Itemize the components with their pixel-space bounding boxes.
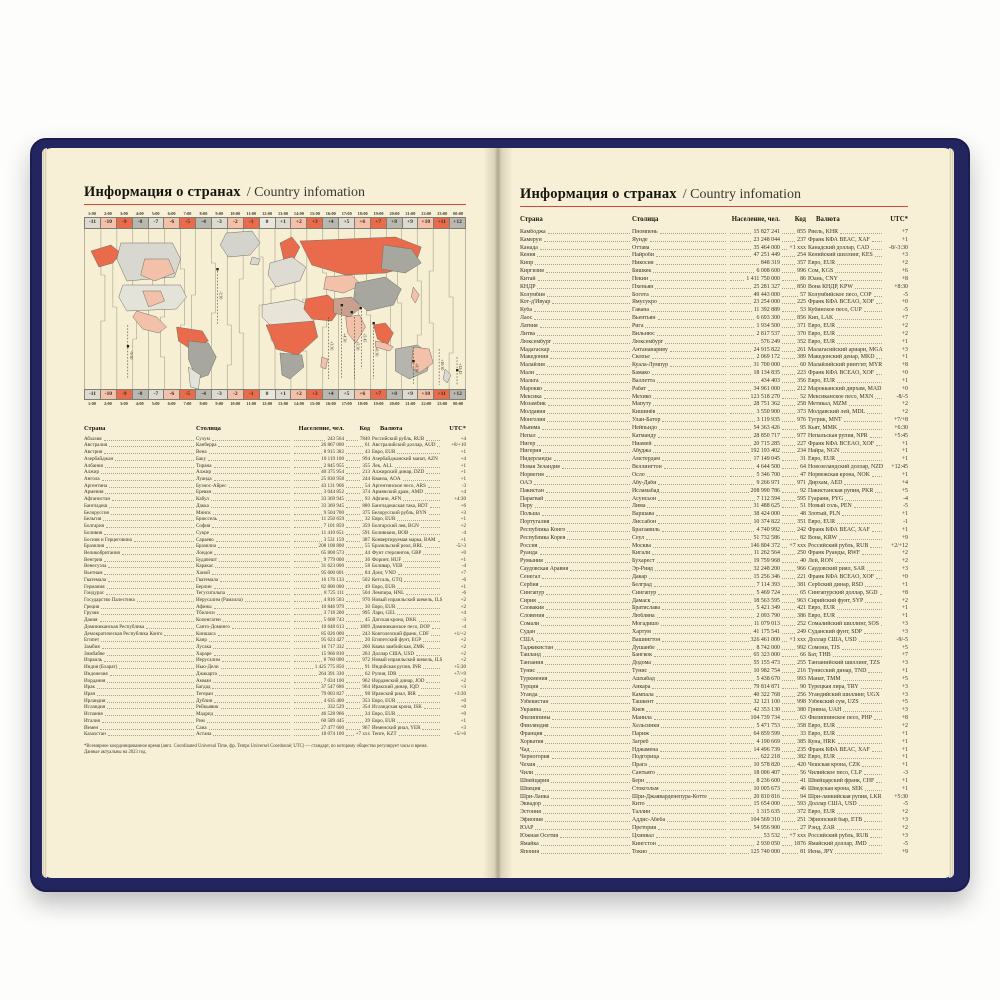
countries-table-left (84, 435, 466, 737)
table-row: Парагвай Асунсьон 7 112 594 595 Гуарани, PYG -4 (520, 495, 908, 502)
svg-text:+6:30: +6:30 (374, 346, 380, 356)
time-label: 17:00 (341, 211, 352, 216)
time-label: 10:00 (230, 211, 241, 216)
table-row: Аргентина Буэнос-Айрес 43 131 966 54 Аргентинское песо, ARS -3 (84, 482, 466, 489)
title-russian-right: Информация о странах (520, 186, 677, 202)
table-row: Камбоджа Пномпень 15 827 241 855 Риель, KHR +7 (520, 228, 908, 235)
left-page (42, 148, 498, 878)
time-label: 18:00 (357, 401, 368, 406)
time-label: 6:00 (167, 401, 176, 406)
times-row-bottom (84, 400, 466, 407)
table-row: Испания Мадрид 46 528 966 34 Евро, EUR +0 (84, 711, 466, 718)
utc-offset-cell: +10 (417, 218, 433, 228)
table-row: Кот-д'Ивуар Ямусукро 23 254 000 225 Франк КФА BCEAO, XOF +0 (520, 299, 908, 306)
table-row: Филиппины Манила 104 739 734 63 Филиппинское песо, PHP +8 (520, 715, 908, 722)
table-row: Австрия Вена 8 915 382 43 Евро, EUR +1 (84, 449, 466, 456)
utc-offset-cell: +9 (402, 218, 418, 228)
table-row: Исландия Рейкьявик 332 529 354 Исландская крона, ISK +0 (84, 704, 466, 711)
table-row: Россия Москва 146 804 372 +7 ххх Российский рубль, RUB +2/+12 (520, 542, 908, 549)
world-timezone-map (84, 229, 466, 389)
table-row: Новая Зеландия Веллингтон 4 644 500 64 Новозеландский доллар, NZD +12:45 (520, 464, 908, 471)
table-row: Азербайджан Баку 10 119 100 994 Азербайджанский манат, AZN +4 (84, 455, 466, 462)
title-english: / Country infomation (246, 185, 365, 200)
header-code: Код (794, 216, 806, 223)
table-row: Доминиканская Республика Санто-Доминго 10 648 613 1809 Доминиканское песо, DOP -4 (84, 623, 466, 630)
table-row: Нигерия Абуджа 192 193 402 234 Найра, NGN +1 (520, 448, 908, 455)
table-row: Япония Токио 125 740 000 81 Иена, JPY +9 (520, 848, 908, 855)
utc-offset-cell: 0 (259, 390, 275, 400)
table-row: Германия Берлин 82 800 000 49 Евро, EUR +1 (84, 583, 466, 590)
header-country: Страна (84, 425, 106, 432)
time-label: 14:00 (293, 401, 304, 406)
time-label: 6:00 (167, 211, 176, 216)
time-label: 4:00 (135, 211, 144, 216)
table-row: Южная Осетия Цхинвал 53 532 +7 ххх Российский рубль, RUB +3 (520, 832, 908, 839)
table-row: Болгария София 7 101 859 359 Болгарский лев, BGN +2 (84, 523, 466, 530)
time-label: 7:00 (183, 401, 192, 406)
utc-offset-cell: -4 (195, 218, 211, 228)
utc-offset-cell: +3 (306, 218, 322, 228)
time-label: 22:00 (421, 211, 432, 216)
svg-text:+4:30: +4:30 (342, 332, 348, 342)
table-row: Зимбабве Хараре 15 966 810 263 Доллар США, USD +2 (84, 650, 466, 657)
table-row: Узбекистан Ташкент 32 121 100 998 Узбекский сум, UZS +5 (520, 699, 908, 706)
time-label: 17:00 (341, 401, 352, 406)
table-row: Чад Нджамена 14 496 739 235 Франк КФА BEAC, XAF +1 (520, 746, 908, 753)
table-row: Мадагаскар Антананариву 24 915 822 261 Малагасийский ариари, MGA +3 (520, 346, 908, 353)
table-row: Эфиопия Аддис-Абеба 104 569 310 251 Эфиопский быр, ETB +3 (520, 817, 908, 824)
svg-text:+12:45: +12:45 (458, 362, 464, 374)
time-label: 5:00 (151, 211, 160, 216)
table-row: Казахстан Астана 18 074 100 +7 ххх Тенге, KZT +5/+6 (84, 731, 466, 738)
table-row: Черногория Подгорица 622 218 382 Евро, EUR +1 (520, 754, 908, 761)
map-graphic (85, 229, 465, 389)
table-row: ЮАР Претория 54 956 900 27 Рэнд, ZAR +2 (520, 824, 908, 831)
time-label: 1:00 (88, 211, 96, 216)
table-row: Белоруссия Минск 9 504 700 375 Белорусский рубль, BYN +3 (84, 509, 466, 516)
table-row: Румыния Бухарест 19 759 968 40 Лей, RON +2 (520, 558, 908, 565)
table-row: Чили Сантьяго 18 006 407 56 Чилийское песо, CLP -3 (520, 770, 908, 777)
time-label: 19:00 (373, 211, 384, 216)
utc-offset-cell: +2 (290, 218, 306, 228)
table-row: Эстония Таллин 1 315 635 372 Евро, EUR +2 (520, 809, 908, 816)
utc-offset-cell: 0 (259, 218, 275, 228)
utc-offset-cell: +12 (449, 390, 465, 400)
time-label: 5:00 (151, 401, 160, 406)
table-row: Великобритания Лондон 65 808 573 44 Фунт стерлингов, GBP +0 (84, 549, 466, 556)
table-row: Швейцария Берн 8 236 600 41 Швейцарский франк, CHF +1 (520, 777, 908, 784)
table-row: Ямайка Кингстон 2 930 050 1876 Ямайский доллар, JMD -5 (520, 840, 908, 847)
footnote-line1: *Всемирное координированное время (англ. Coordinated Universal Time, фр. Temps Universel Coordonné; UTC) — стандарт, по которому общество регулирует часы и время. (84, 744, 428, 750)
table-row: Индия (Бхарат) Нью-Дели 1 425 775 850 91 Индийская рупия, INR +5:30 (84, 664, 466, 671)
utc-offset-cell: -6 (163, 390, 179, 400)
time-label: 11:00 (246, 211, 257, 216)
table-row: Туркмения Ашхабад 5 438 670 993 Манат, TMM +5 (520, 675, 908, 682)
time-label: 9:00 (215, 401, 224, 406)
table-row: Словакия Братислава 5 421 349 421 Евро, EUR +1 (520, 605, 908, 612)
time-label: 12:00 (262, 211, 273, 216)
table-row: Камерун Яунде 23 248 044 237 Франк КФА BEAC, XAF +1 (520, 236, 908, 243)
open-spread (42, 148, 954, 878)
table-row: Эквадор Кито 15 654 000 593 Доллар США, USD -5 (520, 801, 908, 808)
table-row: Португалия Лиссабон 10 374 822 351 Евро, EUR -1 (520, 519, 908, 526)
table-row: Турция Анкара 79 814 871 90 Турецкая лира, TRY +3 (520, 683, 908, 690)
table-row: Уганда Кампала 40 322 768 256 Угандийский шиллинг, UGX +3 (520, 691, 908, 698)
utc-offset-cell: -10 (100, 390, 116, 400)
utc-offset-cell: +4 (322, 390, 338, 400)
table-row: Бангладеш Дакка 33 369 945 880 Бангладешская така, BDT +6 (84, 502, 466, 509)
svg-text:+10:30: +10:30 (440, 358, 446, 370)
table-row: Ангола Луанда 25 830 958 244 Кванза, AOA +1 (84, 476, 466, 483)
table-row: Марокко Рабат 34 961 000 212 Марокканский дирхам, MAD +0 (520, 385, 908, 392)
utc-offset-cell: +11 (433, 390, 449, 400)
table-row: Афганистан Кабул 33 369 945 93 Афгани, AFN +4:30 (84, 496, 466, 503)
svg-text:+9:30: +9:30 (414, 362, 420, 372)
table-row: Венгрия Будапешт 9 779 000 36 Форинт, HUF +1 (84, 556, 466, 563)
utc-offset-cell: +4 (322, 218, 338, 228)
header-utc: UTC* (449, 425, 466, 432)
time-label: 3:00 (119, 401, 128, 406)
table-row: Бельгия Брюссель 11 250 659 32 Евро, EUR +1 (84, 516, 466, 523)
table-row: Мексика Мехико 123 518 270 52 Мексиканское песо, MXN -8/-5 (520, 393, 908, 400)
table-row: Непал Катманду 28 850 717 977 Непальская рупия, NPR +5:45 (520, 432, 908, 439)
utc-offset-cell: +7 (370, 390, 386, 400)
countries-table-right (520, 227, 908, 855)
page-title-right (520, 186, 908, 207)
table-row: Грузия Тбилиси 3 718 200 995 Лари, GEL +4 (84, 610, 466, 617)
svg-text:+5:30: +5:30 (355, 340, 361, 350)
utc-offset-cell: -4 (195, 390, 211, 400)
table-row: Йемен Сана 27 477 600 967 Йеменский риал, YER +3 (84, 724, 466, 731)
table-row: Македония Скопье 2 069 172 389 Македонский денар, MKD +1 (520, 354, 908, 361)
table-row: Италия Рим 60 589 445 39 Евро, EUR +1 (84, 717, 466, 724)
table-row: Финляндия Хельсинки 5 471 753 358 Евро, EUR +2 (520, 723, 908, 729)
table-row: Алжир Алжир 40 375 954 213 Алжирский динар, DZD +1 (84, 469, 466, 476)
table-row: Саудовская Аравия Эр-Рияд 32 248 200 966 Саудовский риял, SAR +3 (520, 566, 908, 573)
utc-offset-cell: -2 (227, 390, 243, 400)
times-row-top (84, 210, 466, 217)
utc-offset-cell: +1 (275, 390, 291, 400)
table-row: Пакистан Исламабад 208 990 786 92 Пакистанская рупия, PKR +5 (520, 487, 908, 494)
time-label: 22:00 (421, 401, 432, 406)
table-row: Люксембург Люксембург 576 249 352 Евро, EUR +1 (520, 338, 908, 345)
table-row: Судан Хартум 41 175 541 249 Суданский фунт, SDP +3 (520, 628, 908, 635)
utc-offset-cell: +10 (417, 390, 433, 400)
table-row: Республика Конго Браззавиль 4 740 992 242 Франк КФА BEAC, XAF +1 (520, 526, 908, 533)
time-label: 9:00 (215, 211, 224, 216)
table-row: Дания Копенгаген 5 668 743 45 Датская крона, DKK -3 (84, 617, 466, 624)
time-label: 21:00 (405, 211, 416, 216)
table-row: Гватемала Гватемала 16 176 133 502 Кетсаль, GTQ -6 (84, 576, 466, 583)
table-row: Мали Бамако 18 134 835 223 Франк КФА BCEAO, XOF +0 (520, 370, 908, 377)
offsets-row-top (84, 217, 466, 229)
utc-offset-cell: -3 (211, 390, 227, 400)
table-row: Франция Париж 64 859 599 33 Евро, EUR +1 (520, 730, 908, 737)
table-row: Кения Найроби 47 251 449 254 Кенийский шиллинг, KES +3 (520, 252, 908, 259)
utc-offset-cell: +1 (275, 218, 291, 228)
table-row: Абхазия Сухум 243 564 7840 Российский рубль, RUB +4 (84, 435, 466, 442)
time-label: 23:00 (437, 401, 448, 406)
footnote (84, 744, 451, 756)
table-row: Боливия Сукре 11 410 651 591 Боливиано, BOB -4 (84, 529, 466, 536)
utc-offset-cell: -7 (148, 218, 164, 228)
time-label: 19:00 (373, 401, 384, 406)
utc-offset-cell: +5 (338, 218, 354, 228)
table-row: Сенегал Дакар 15 256 346 221 Франк КФА BCEAO, XOF +0 (520, 573, 908, 580)
utc-offset-cell: +6 (354, 390, 370, 400)
title-russian: Информация о странах (84, 184, 241, 200)
time-label: 14:00 (293, 211, 304, 216)
table-row: Чехия Прага 10 578 820 420 Чешская крона, CZK +1 (520, 762, 908, 769)
utc-offset-cell: -2 (227, 218, 243, 228)
table-row: Колумбия Богота 49 443 000 57 Колумбийское песо, COP -5 (520, 291, 908, 298)
table-row: Бразилия Бразилиа 208 108 800 55 Бразильский реал, BRL -5/-3 (84, 543, 466, 550)
table-row: Словения Любляна 2 093 790 386 Евро, EUR +1 (520, 613, 908, 620)
table-row: Швеция Стокгольм 10 005 673 46 Шведская крона, SEK +1 (520, 785, 908, 792)
time-label: 3:00 (119, 211, 128, 216)
utc-offset-cell: -5 (179, 390, 195, 400)
table-row: Сирия Дамаск 18 563 595 963 Сирийский фунт, SYP +2 (520, 597, 908, 604)
time-label: 8:00 (199, 401, 208, 406)
table-row: Ирландия Дублин 4 635 400 353 Евро, EUR +0 (84, 697, 466, 704)
time-label: 13:00 (278, 211, 289, 216)
table-header-left (84, 425, 466, 435)
time-label: 20:00 (389, 401, 400, 406)
table-row: Мозамбик Мапуту 28 751 362 258 Метикал, MZM +2 (520, 401, 908, 408)
time-label: 8:00 (199, 211, 208, 216)
table-row: КНДР Пхеньян 25 281 327 850 Вона КНДР, KPW +8:30 (520, 283, 908, 290)
table-row: Монголия Улан-Батор 3 119 935 976 Тугрик, MNT +7/+8 (520, 417, 908, 424)
table-row: Босния и Герцеговина Сараево 3 531 159 387 Конвертируемая марка, BAM +1 (84, 536, 466, 543)
table-row: Шри-Ланка Шри-Джаяварденепура-Котте 20 810 816 94 Шри-ланкийская рупия, LKR +5:30 (520, 793, 908, 800)
table-row: Сомали Могадишо 11 079 013 252 Сомалийский шиллинг, SOS +3 (520, 621, 908, 628)
utc-offset-cell: -11 (85, 390, 100, 400)
header-code: Код (359, 425, 370, 432)
table-row: Армения Ереван 3 044 852 374 Армянский драм, AMD +4 (84, 489, 466, 496)
utc-offset-cell: +3 (306, 390, 322, 400)
header-utc: UTC* (890, 216, 908, 223)
table-row: Таиланд Бангкок 65 323 000 66 Бат, THB +7 (520, 652, 908, 659)
time-label: 11:00 (246, 401, 257, 406)
table-header-right (520, 216, 908, 227)
header-capital: Столица (632, 216, 659, 223)
time-label: 2:00 (103, 211, 112, 216)
table-row: Албания Тирана 2 845 955 355 Лек, ALL +1 (84, 462, 466, 469)
footnote-line2: Данные актуальны на 2023 год. (84, 750, 147, 756)
table-row: Канада Оттава 35 464 000 +1 ххх Канадский доллар, CAD -8/-3:30 (520, 244, 908, 251)
header-country: Страна (520, 216, 543, 223)
utc-offset-cell: +6 (354, 218, 370, 228)
utc-offset-cell: +8 (386, 390, 402, 400)
table-row: США Вашингтон 326 461 000 +1 ххх Доллар США, USD -9/-5 (520, 636, 908, 643)
table-row: Танзания Додома 55 155 473 255 Танзанийский шиллинг, TZS +3 (520, 660, 908, 667)
time-label: 10:00 (230, 401, 241, 406)
svg-text:+5:45: +5:45 (362, 332, 368, 342)
time-label: 15:00 (309, 401, 320, 406)
utc-offset-cell: -1 (243, 390, 259, 400)
title-english-right: / Country infomation (682, 187, 801, 202)
table-row: Государство Палестина Иерусалим (Рамалла) 4 816 503 970 Новый израильский шекель, ILS +2 (84, 596, 466, 603)
header-population: Население, чел. (298, 425, 344, 432)
svg-text:-3:30: -3:30 (218, 290, 224, 299)
offsets-row-bottom (84, 389, 466, 401)
utc-offset-cell: -10 (100, 218, 116, 228)
table-row: Сингапур Сингапур 5 469 724 65 Сингапурский доллар, SGD +8 (520, 589, 908, 596)
time-label: 12:00 (262, 401, 273, 406)
utc-offset-cell: +5 (338, 390, 354, 400)
header-currency: Валюта (380, 425, 403, 432)
table-row: Израиль Иерусалим 8 760 000 972 Новый израильский шекель, ILS +2 (84, 657, 466, 664)
table-row: Польша Варшава 38 424 000 48 Злотый, PLN +1 (520, 511, 908, 518)
table-row: Кипр Никосия 848 319 357 Евро, EUR +2 (520, 260, 908, 267)
utc-offset-cell: -9 (116, 218, 132, 228)
time-label: 21:00 (405, 401, 416, 406)
time-label: 4:00 (135, 401, 144, 406)
table-row: Ирак Багдад 37 547 686 964 Иракский динар, IQD +3 (84, 684, 466, 691)
table-row: Гондурас Тегусигальпа 8 725 111 504 Лемпира, HNL -6 (84, 590, 466, 597)
utc-offset-cell: -11 (85, 218, 100, 228)
table-row: ОАЭ Абу-Даби 9 266 971 971 Дирхам, AED +4 (520, 479, 908, 486)
utc-offset-cell: +11 (433, 218, 449, 228)
time-label: 7:00 (183, 211, 192, 216)
timezone-chart (84, 210, 466, 407)
table-row: Тунис Тунис 10 982 754 216 Тунисский динар, TND +1 (520, 668, 908, 675)
table-row: Нигер Ниамей 20 715 285 227 Франк КФА BCEAO, XOF +1 (520, 440, 908, 447)
table-row: Демократическая Республика Конго Киншаса 85 026 000 243 Конголезский франк, CDF +1/+2 (84, 630, 466, 637)
table-row: Латвия Рига 1 934 500 371 Евро, EUR +2 (520, 322, 908, 329)
time-label: 16:00 (325, 401, 336, 406)
table-row: Нидерланды Амстердам 17 149 045 31 Евро, EUR +1 (520, 456, 908, 463)
utc-offset-cell: +9 (402, 390, 418, 400)
time-label: 00:00 (453, 211, 464, 216)
table-row: Украина Киев 42 353 130 380 Гривна, UAH +3 (520, 707, 908, 714)
svg-text:+3:30: +3:30 (329, 340, 335, 350)
table-row: Венесуэла Каракас 31 623 000 58 Боливар, VEB -4 (84, 563, 466, 570)
time-label: 16:00 (325, 211, 336, 216)
time-label: 13:00 (278, 401, 289, 406)
table-row: Мьянма Нейпьидо 54 363 426 95 Кьят, MMK +6:30 (520, 424, 908, 431)
table-row: Австралия Канберра 26 867 000 61 Австралийский доллар, AUD +8/+10 (84, 442, 466, 449)
table-row: Руанда Кигали 11 262 564 250 Франк Руанды, RWF +2 (520, 550, 908, 557)
table-row: Египет Каир 95 623 427 20 Египетский фунт, EGP +2 (84, 637, 466, 644)
svg-text:-9:30: -9:30 (128, 350, 134, 359)
table-row: Сербия Белград 7 114 393 381 Сербский динар, RSD +1 (520, 581, 908, 588)
table-row: Замбия Лусака 16 717 332 260 Квача замбийская, ZMK +2 (84, 644, 466, 650)
table-row: Иордания Амман 7 034 100 962 Иорданский динар, JOD +2 (84, 677, 466, 684)
table-row: Киргизия Бишкек 6 008 600 996 Сом, KGS +6 (520, 268, 908, 275)
utc-offset-cell: -6 (163, 218, 179, 228)
table-row: Молдавия Кишинёв 3 550 900 373 Молдавский лей, MDL +2 (520, 409, 908, 416)
table-row: Греция Афины 10 846 979 30 Евро, EUR +2 (84, 603, 466, 610)
table-row: Индонезия Джакарта 264 391 330 62 Рупия, IDR +7/+9 (84, 670, 466, 677)
time-label: 2:00 (103, 401, 112, 406)
table-row: Хорватия Загреб 4 190 669 385 Куна, HRK +1 (520, 738, 908, 745)
utc-offset-cell: -9 (116, 390, 132, 400)
table-row: Таджикистан Душанбе 8 742 000 992 Сомони, TJS +5 (520, 644, 908, 651)
table-row: Мальта Валлетта 434 403 356 Евро, EUR +1 (520, 377, 908, 384)
utc-offset-cell: -5 (179, 218, 195, 228)
table-row: Иран Тегеран 79 003 827 98 Иранский риал, IRR +3:30 (84, 691, 466, 698)
utc-offset-cell: +2 (290, 390, 306, 400)
time-label: 18:00 (357, 211, 368, 216)
utc-offset-cell: -8 (132, 390, 148, 400)
utc-offset-cell: -3 (211, 218, 227, 228)
time-label: 20:00 (389, 211, 400, 216)
utc-offset-cell: -1 (243, 218, 259, 228)
utc-offset-cell: +8 (386, 218, 402, 228)
utc-offset-cell: +12 (449, 218, 465, 228)
header-capital: Столица (196, 425, 221, 432)
table-row: Республика Корея Сеул 51 732 586 82 Вона, KRW +9 (520, 534, 908, 541)
utc-offset-cell: +7 (370, 218, 386, 228)
table-row: Норвегия Осло 5 346 700 47 Норвежская крона, NOK +1 (520, 472, 908, 478)
header-population: Население, чел. (731, 216, 780, 223)
table-row: Китай Пекин 1 411 750 000 86 Юань, CNY +8 (520, 275, 908, 282)
time-label: 15:00 (309, 211, 320, 216)
time-label: 23:00 (437, 211, 448, 216)
utc-offset-cell: -8 (132, 218, 148, 228)
utc-offset-cell: -7 (148, 390, 164, 400)
header-currency: Валюта (816, 216, 840, 223)
table-row: Перу Лима 31 488 625 51 Новый соль, PEN -5 (520, 503, 908, 510)
time-label: 1:00 (88, 401, 96, 406)
table-row: Лаос Вьентьян 6 693 300 856 Кип, LAK +7 (520, 315, 908, 322)
table-row: Литва Вильнюс 2 817 537 370 Евро, EUR +2 (520, 330, 908, 337)
table-row: Малайзия Куала-Лумпур 31 700 000 60 Малайзийский ринггит, MYR +8 (520, 362, 908, 369)
table-row: Вьетнам Ханой 95 600 601 84 Донг, VND +7 (84, 570, 466, 577)
time-label: 00:00 (453, 401, 464, 406)
page-title (84, 184, 466, 205)
table-row: Куба Гавана 11 392 889 53 Кубинское песо, CUP -5 (520, 307, 908, 314)
right-page (498, 148, 954, 878)
